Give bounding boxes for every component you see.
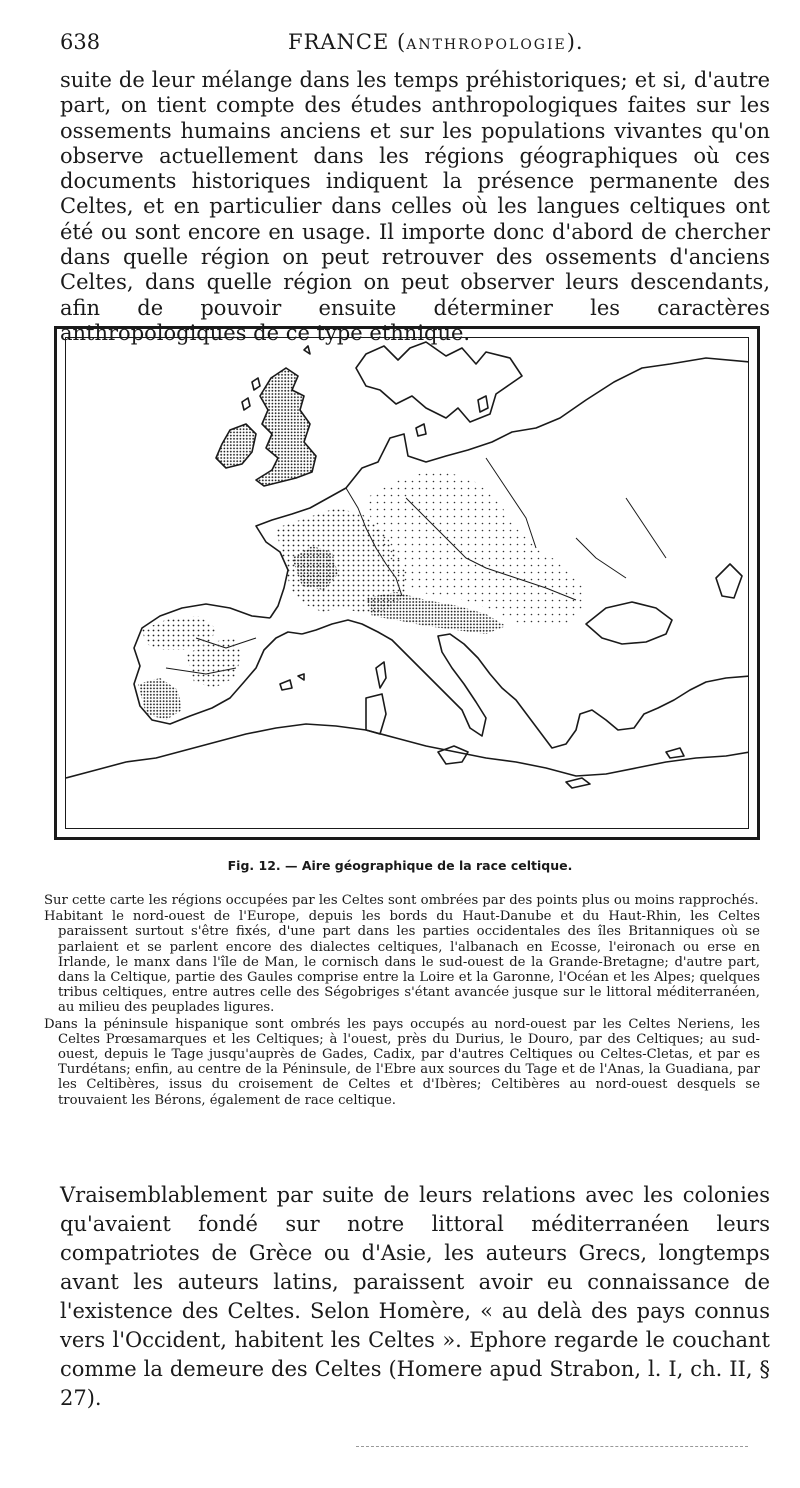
map-border bbox=[65, 337, 749, 829]
running-head-title: FRANCE ( bbox=[288, 30, 407, 54]
celtic-area-iberia-southwest bbox=[138, 678, 182, 720]
closing-paragraph: Vraisemblablement par suite de leurs relations avec les colonies qu'avaient fondé sur notre littoral méditerranéen leurs compatriotes de Grèce ou d'Asie, les auteurs Grecs, longtemps avant les auteurs latins, paraissent avoir eu connaissance de l'existence des Celtes. Selon Homère, « au delà des pays connus vers l'Occident, habitent les Celtes ». Ephore regarde le couchant comme la demeure des Celtes (Homere apud Strabon, l. I, ch. II, § 27). bbox=[60, 1183, 770, 1410]
cyprus bbox=[666, 748, 684, 758]
map-figure bbox=[54, 326, 760, 840]
black-sea bbox=[586, 602, 672, 644]
intro-paragraph: suite de leur mélange dans les temps préhistoriques; et si, d'autre part, on tient compte des études anthropologiques faites sur les ossements humains anciens et sur les populations vivantes qu'on observe actuellement dans les régions géographiques où ces documents historiques indiquent la présence permanente des Celtes, et en particulier dans celles où les langues celtiques ont été ou sont encore en usage. Il importe donc d'abord de chercher dans quelle région on peut retrouver des ossements d'anciens Celtes, dans quelle région on peut observer leurs descendants, afin de pouvoir ensuite déterminer les caractères anthropologiques de ce type ethnique. bbox=[60, 68, 770, 345]
continent-north-coast bbox=[346, 358, 749, 488]
ireland-outline bbox=[216, 424, 256, 468]
med-north-coast bbox=[302, 620, 749, 748]
running-head-subtitle: ANTHROPOLOGIE bbox=[406, 37, 567, 53]
figure-caption: Fig. 12. — Aire géographique de la race celtique. bbox=[227, 858, 573, 873]
africa-coast bbox=[66, 724, 749, 778]
scandinavia-outline bbox=[356, 342, 522, 422]
running-head bbox=[288, 30, 584, 54]
figure-notes bbox=[44, 893, 760, 1108]
corsica bbox=[376, 662, 386, 688]
running-head-end: ). bbox=[566, 30, 584, 54]
figure-note: Sur cette carte les régions occupées par les Celtes sont ombrées par des points plus ou moins rapprochés. bbox=[44, 893, 759, 908]
page-number: 638 bbox=[60, 30, 101, 54]
figure-note: Habitant le nord-ouest de l'Europe, depuis les bords du Haut-Danube et du Haut-Rhin, les Celtes paraissent surtout s'être fixés, d'une part dans les parties occidentales des îles Britanniques où se parlaient et se parlent encore des dialectes celtiques, l'albanach en Ecosse, l'eironach ou erse en Irlande, le manx dans l'île de Man, le cornisch dans le sud-ouest de la Grande-Bretagne; d'autre part, dans la Celtique, partie des Gaules comprise entre la Loire et la Garonne, l'Océan et les Alpes; quelques tribus celtiques, entre autres celle des Ségobriges s'étant avancée jusque sur le littoral méditerranéen, au milieu des peuplades ligures. bbox=[44, 909, 760, 1016]
great-britain-outline bbox=[256, 368, 316, 486]
europe-map bbox=[66, 338, 749, 829]
figure-note: Dans la péninsule hispanique sont ombrés les pays occupés au nord-ouest par les Celtes Neriens, les Celtes Prœsamarques et les Celtiques; à l'ouest, près du Durius, le Douro, par des Celtiques; au sud-ouest, depuis le Tage jusqu'auprès de Gades, Cadix, par d'autres Celtiques ou Celtes-Cletas, et par es Turdétans; enfin, au centre de la Péninsule, de l'Ebre aux sources du Tage et de l'Anas, la Guadiana, par les Celtibères, issus du croisement de Celtes et d'Ibères; Celtibères au nord-ouest desquels se trouvaient les Bérons, également de race celtique. bbox=[44, 1016, 760, 1108]
sardinia bbox=[366, 694, 386, 734]
footer-rule bbox=[356, 1446, 748, 1447]
balearic bbox=[280, 680, 292, 690]
crete bbox=[566, 778, 590, 788]
